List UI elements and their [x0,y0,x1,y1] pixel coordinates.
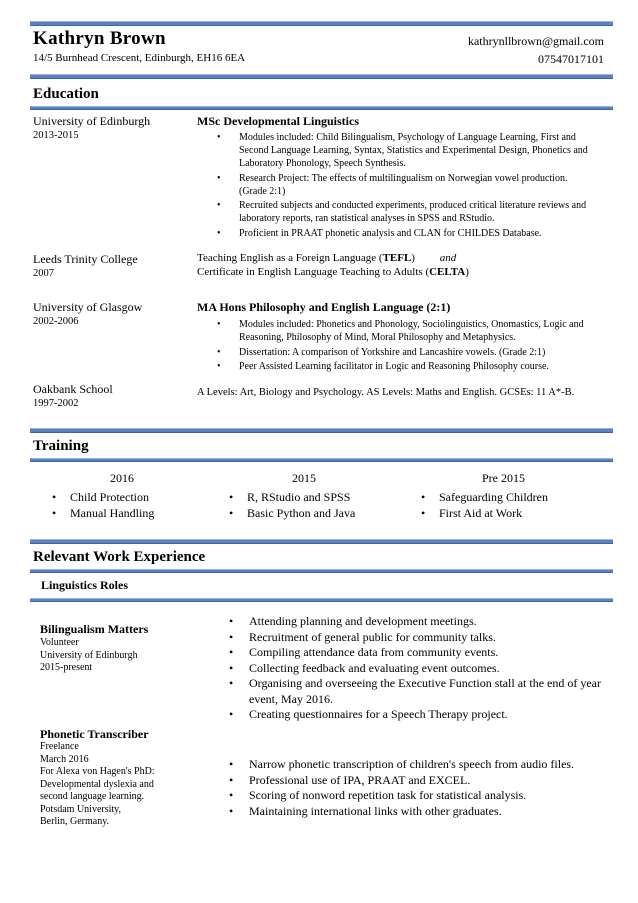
training-top-rule [30,428,613,433]
list-item: • First Aid at Work [421,505,586,521]
candidate-name: Kathryn Brown [33,28,166,49]
work-subheading: Linguistics Roles [41,578,129,592]
qualification-line: Certificate in English Language Teaching to Adults (CELTA) [197,266,469,278]
list-item: • Narrow phonetic transcription of children's speech from audio files. [229,757,609,773]
header-rule [30,74,613,79]
training-column [52,471,192,521]
degree-details-list [217,318,597,375]
education-dates: 2002-2006 [33,316,79,327]
qualification-line: A Levels: Art, Biology and Psychology. AS Levels: Maths and English. GCSEs: 11 A*-B. [197,387,575,398]
phone-number: 07547017101 [538,52,604,66]
training-list [421,489,586,521]
training-year: Pre 2015 [482,471,525,485]
list-item: • Recruitment of general public for community talks. [229,630,609,646]
training-list [229,489,379,521]
role-duties-list [229,757,609,819]
training-column [229,471,379,521]
list-item: • Compiling attendance data from community events. [229,645,609,661]
role-details: Volunteer University of Edinburgh 2015-present [40,637,138,673]
degree-title: MA Hons Philosophy and English Language (2:1) [197,300,451,314]
institution-name: Oakbank School [33,382,113,396]
work-rule [30,569,613,573]
training-column [421,471,586,521]
role-title: Bilingualism Matters [40,622,149,636]
training-year: 2015 [292,471,316,485]
training-heading: Training [33,438,89,454]
list-item: • Scoring of nonword repetition task for statistical analysis. [229,788,609,804]
list-item: • Organising and overseeing the Executive Function stall at the end of year event, May 2016. [229,676,609,707]
list-item: • Attending planning and development meetings. [229,614,609,630]
list-item: • Recruited subjects and conducted experiments, produced critical literature reviews and laboratory reports, ran statistical analyses in SPSS and RStudio. [217,199,597,225]
education-dates: 2013-2015 [33,130,79,141]
list-item: • Peer Assisted Learning facilitator in Logic and Reasoning Philosophy course. [217,360,597,373]
training-year: 2016 [110,471,134,485]
education-dates: 1997-2002 [33,398,79,409]
list-item: • Proficient in PRAAT phonetic analysis and CLAN for CHILDES Database. [217,227,597,240]
list-item: • Research Project: The effects of multilingualism on Norwegian vowel production. (Grade 2:1) [217,172,597,198]
training-list [52,489,192,521]
list-item: • Collecting feedback and evaluating event outcomes. [229,661,609,677]
qualification-line: Teaching English as a Foreign Language (TEFL) and [197,252,457,264]
role-details: Freelance March 2016 For Alexa von Hagen's PhD: Developmental dyslexia and second language learning. Potsdam University, Berlin, Germany. [40,741,155,827]
institution-name: University of Edinburgh [33,114,151,128]
list-item: • Modules included: Phonetics and Phonology, Sociolinguistics, Onomastics, Logic and Reasoning, Philosophy of Mind, Moral Philosophy and Metaphysics. [217,318,597,344]
postal-address: 14/5 Burnhead Crescent, Edinburgh, EH16 6EA [33,52,246,64]
top-rule [30,21,613,26]
list-item: • Safeguarding Children [421,489,586,505]
list-item: • R, RStudio and SPSS [229,489,379,505]
list-item: • Maintaining international links with other graduates. [229,804,609,820]
education-dates: 2007 [33,268,54,279]
degree-details-list [217,131,597,241]
list-item: • Modules included: Child Bilingualism, Psychology of Language Learning, First and Second Language Learning, Syntax, Statistics and Experimental Design, Phonetics and Laboratory Phonology, Speech Synthesis. [217,131,597,170]
work-sub-rule [30,598,613,602]
list-item: • Basic Python and Java [229,505,379,521]
institution-name: University of Glasgow [33,300,143,314]
work-heading: Relevant Work Experience [33,549,206,565]
role-duties-list [229,614,609,723]
list-item: • Child Protection [52,489,192,505]
work-top-rule [30,539,613,544]
education-heading: Education [33,86,99,102]
education-rule [30,106,613,110]
list-item: • Creating questionnaires for a Speech Therapy project. [229,707,609,723]
role-title: Phonetic Transcriber [40,727,149,741]
institution-name: Leeds Trinity College [33,252,138,266]
list-item: • Dissertation: A comparison of Yorkshire and Lancashire vowels. (Grade 2:1) [217,346,597,359]
degree-title: MSc Developmental Linguistics [197,114,359,128]
list-item: • Professional use of IPA, PRAAT and EXCEL. [229,773,609,789]
email-address: kathrynllbrown@gmail.com [467,34,604,48]
training-rule [30,458,613,462]
list-item: • Manual Handling [52,505,192,521]
